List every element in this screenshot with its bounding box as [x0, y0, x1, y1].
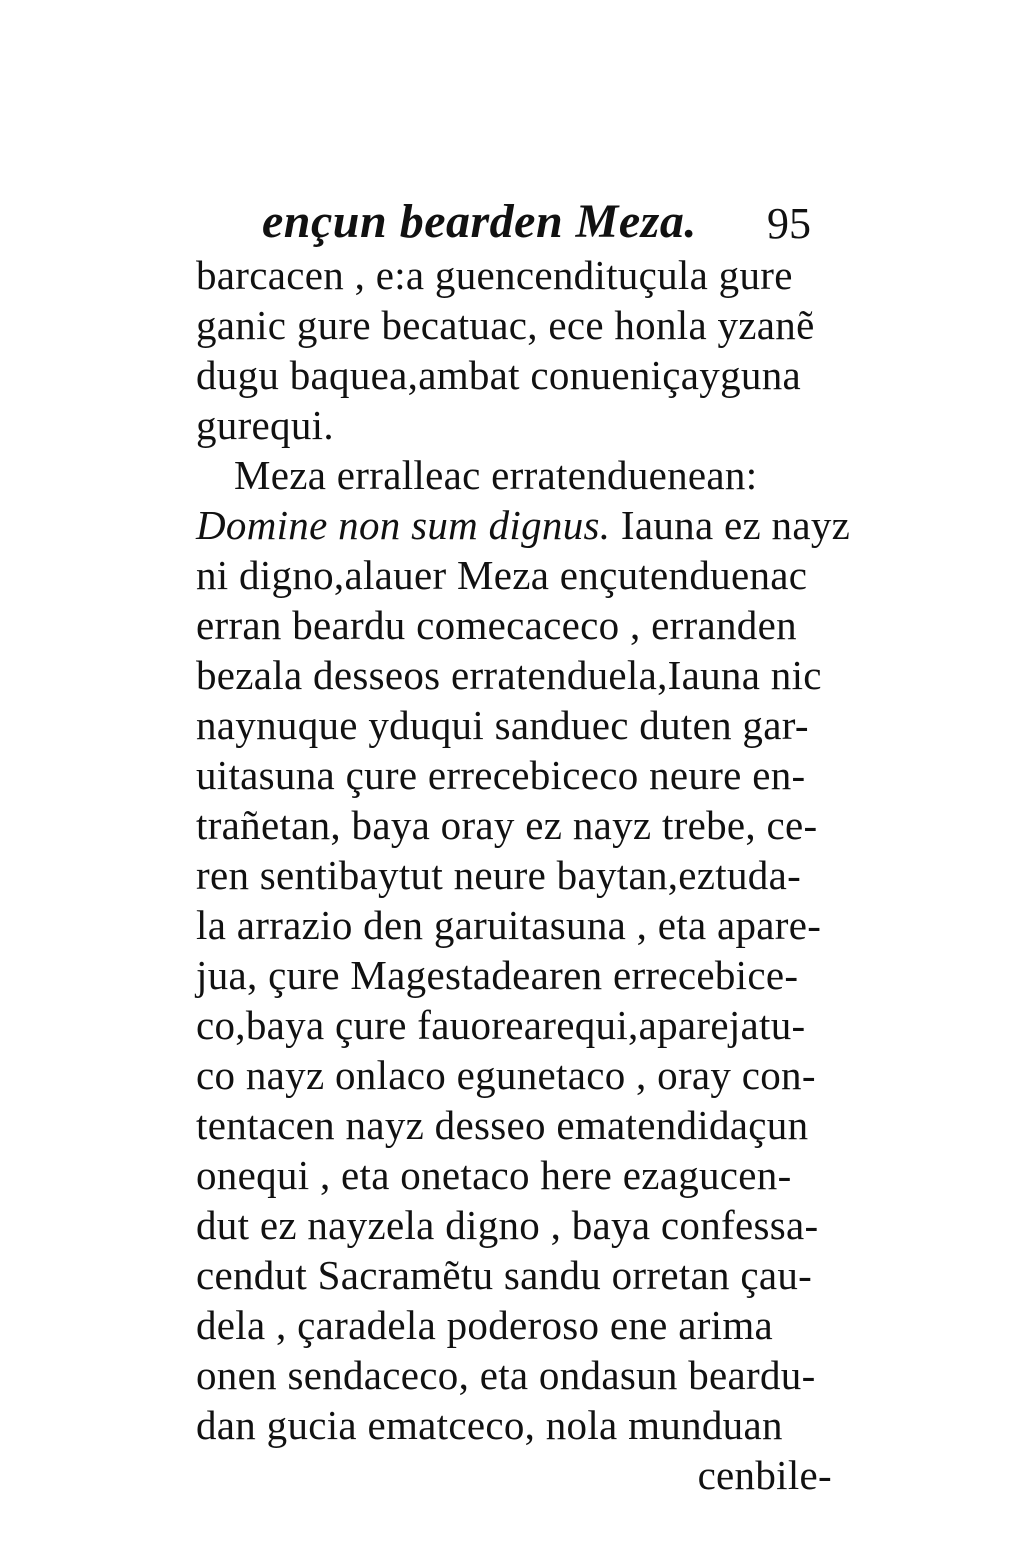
page-header [262, 192, 842, 252]
text-line: trañetan, baya oray ez nayz trebe, ce- [196, 802, 818, 848]
text-line: ni digno,alauer Meza ençutenduenac [196, 552, 808, 598]
page-number: 95 [767, 199, 811, 248]
text-line: ren sentibaytut neure baytan,eztuda- [196, 852, 802, 898]
text-line: jua, çure Magestadearen errecebice- [196, 952, 799, 998]
text-line: dela , çaradela poderoso ene arima [196, 1302, 774, 1348]
text-line: gurequi. [196, 402, 334, 448]
text-line: onequi , eta onetaco here ezagucen- [196, 1152, 792, 1198]
text-line: co,baya çure fauorearequi,aparejatu- [196, 1002, 806, 1048]
text-line: dugu baquea,ambat conueniçayguna [196, 352, 802, 398]
text-line: dan gucia ematceco, nola munduan [196, 1402, 783, 1448]
text-line: barcacen , e:a guencendituçula gure [196, 252, 793, 298]
text-line: cendut Sacramẽtu sandu orretan çau- [196, 1252, 813, 1298]
text-line: erran beardu comecaceco , erranden [196, 602, 797, 648]
catchword: cenbile- [697, 1452, 832, 1498]
text-line: tentacen nayz desseo ematendidaçun [196, 1102, 809, 1148]
text-line: ganic gure becatuac, ece honla yzanẽ [196, 302, 815, 348]
text-line: la arrazio den garuitasuna , eta apare- [196, 902, 822, 948]
text-line: naynuque yduqui sanduec duten gar- [196, 702, 809, 748]
body-text [196, 250, 851, 1500]
latin-quote: Domine non sum dignus. [196, 502, 611, 548]
paragraph-start-line: Meza erralleac erratenduenean: [234, 452, 758, 498]
text-line: bezala desseos erratenduela,Iauna nic [196, 652, 822, 698]
running-head: ençun bearden Meza. [262, 195, 697, 248]
text-line: co nayz onlaco egunetaco , oray con- [196, 1052, 816, 1098]
text-line [196, 500, 851, 550]
text-line: onen sendaceco, eta ondasun beardu- [196, 1352, 816, 1398]
text-line: dut ez nayzela digno , baya confessa- [196, 1202, 819, 1248]
text-line-continuation: Iauna ez nayz [620, 502, 851, 548]
text-line: uitasuna çure errecebiceco neure en- [196, 752, 806, 798]
